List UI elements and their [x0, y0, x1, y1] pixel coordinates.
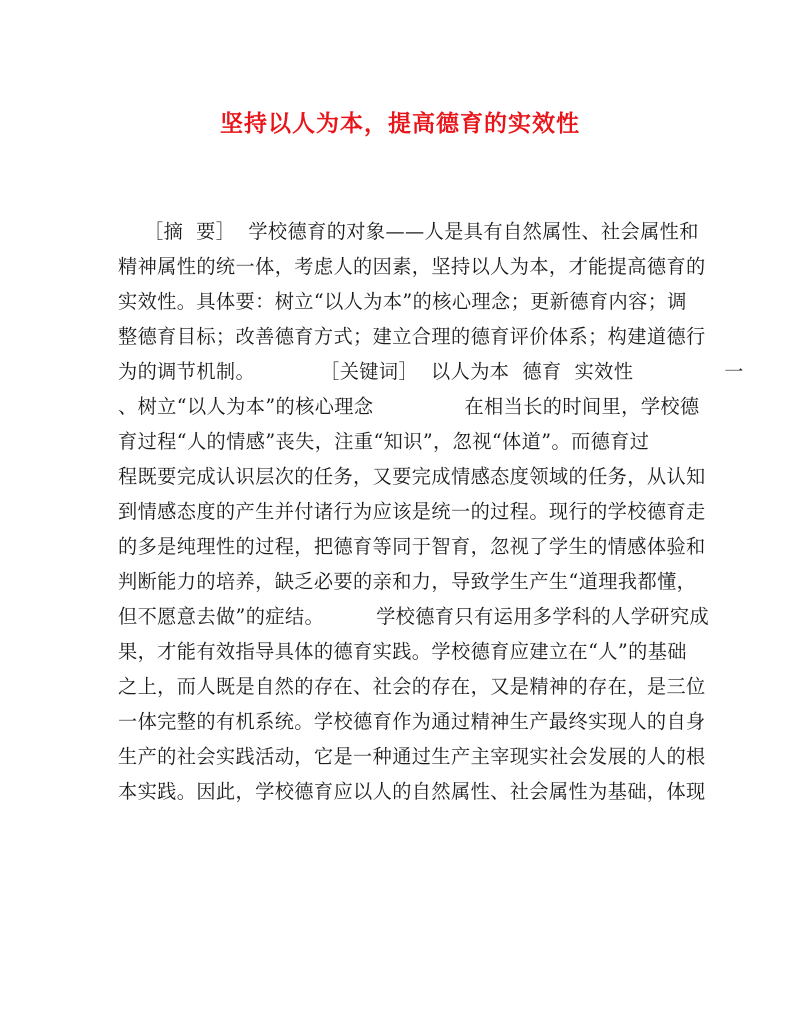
text-line: 判断能力的培养，缺乏必要的亲和力，导致学生产生“道理我都懂， — [118, 570, 697, 593]
text-line: 育过程“人的情感”丧失，注重“知识”，忽视“体道”。而德育过 — [118, 430, 650, 453]
body-text — [118, 214, 744, 809]
text-line: 本实践。因此，学校德育应以人的自然属性、社会属性为基础，体现 — [118, 780, 706, 803]
text-line: 但不愿意去做”的症结。 学校德育只有运用多学科的人学研究成 — [118, 605, 710, 628]
text-line: 、树立“以人为本”的核心理念 在相当长的时间里，学校德 — [118, 395, 700, 418]
text-line: 精神属性的统一体，考虑人的因素，坚持以人为本，才能提高德育的 — [118, 255, 706, 278]
text-line: 的多是纯理性的过程，把德育等同于智育，忽视了学生的情感体验和 — [118, 535, 706, 558]
text-line: ［摘 要］ 学校德育的对象——人是具有自然属性、社会属性和 — [118, 220, 699, 243]
text-line: 程既要完成认识层次的任务，又要完成情感态度领域的任务，从认知 — [118, 465, 706, 488]
text-line: 到情感态度的产生并付诸行为应该是统一的过程。现行的学校德育走 — [118, 500, 706, 523]
text-line: 实效性。具体要：树立“以人为本”的核心理念；更新德育内容；调 — [118, 290, 687, 313]
text-line: 整德育目标；改善德育方式；建立合理的德育评价体系；构建道德行 — [118, 325, 706, 348]
text-line: 之上，而人既是自然的存在、社会的存在，又是精神的存在，是三位 — [118, 675, 706, 698]
text-line: 为的调节机制。 ［关键词］ 以人为本 德育 实效性 一 — [118, 360, 744, 383]
page-title: 坚持以人为本，提高德育的实效性 — [220, 110, 580, 137]
text-line: 果，才能有效指导具体的德育实践。学校德育应建立在“人”的基础 — [118, 640, 687, 663]
text-line: 一体完整的有机系统。学校德育作为通过精神生产最终实现人的自身 — [118, 710, 706, 733]
text-line: 生产的社会实践活动，它是一种通过生产主宰现实社会发展的人的根 — [118, 745, 706, 768]
